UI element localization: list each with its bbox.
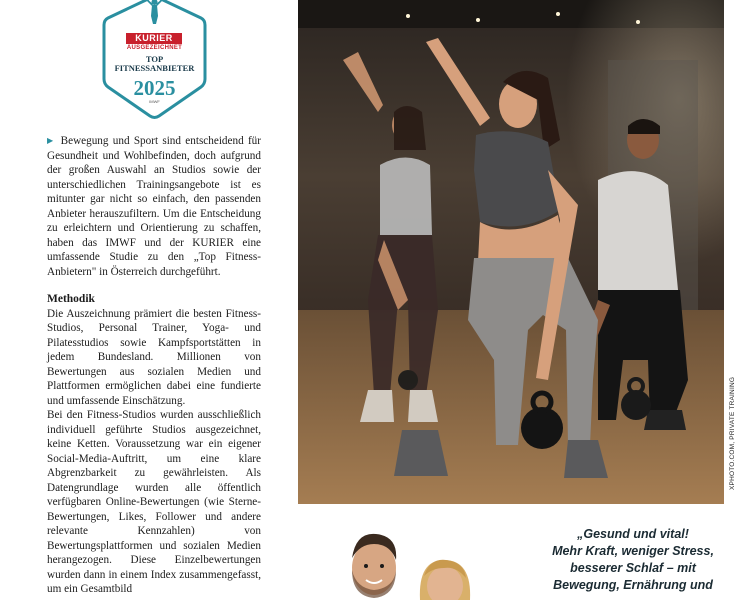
- portrait-man: [352, 534, 396, 598]
- badge-small-text: IMWF: [149, 99, 160, 104]
- portrait-photos: [338, 530, 488, 600]
- badge-line2: FITNESSANBIETER: [114, 63, 195, 73]
- badge-line1: TOP: [145, 54, 164, 64]
- quote-line: Mehr Kraft, weniger Stress,: [552, 544, 714, 558]
- fitness-photo: [298, 0, 724, 504]
- badge-year: 2025: [133, 76, 176, 100]
- article-paragraph: Bei den Fitness-Studios wurden ausschließlich individuell geführte Studios ausgezeichnet, keine Ketten. Voraussetzung war ein eigener Social-Media-Auftritt, um eine klare Abgrenzbarkeit zu gewährleisten. Als Datengrundlage wurden alle öffentlich verfügbaren Online-Bewertungen (wie Sterne-Bewertungen, Likes, Follower und andere relevante Kennzahlen) von Bewertungsplattformen und sozialen Medien herangezogen. Diese Einzelbewertungen wurden dann in einem Index zusammengefasst, um ein Gesamtbild: [47, 409, 261, 595]
- article-lead: ▶ Bewegung und Sport sind entscheidend für Gesundheit und Wohlbefinden, doch aufgrund der großen Auswahl an Studios sowie der unterschiedlichen Trainingsangebote ist es mitunter gar nicht so einfach, den passenden Anbieter herauszufiltern. Um die Entscheidung zu erleichtern und Orientierung zu schaffen, haben das IMWF und der KURIER eine umfassende Studie zu den „Top Fitness-Anbietern" in Österreich durchgeführt.: [47, 134, 261, 279]
- badge-subtitle: AUSGEZEICHNET: [126, 45, 183, 51]
- quote-line: besserer Schlaf – mit: [570, 561, 696, 575]
- quote-line: „Gesund und vital!: [577, 527, 689, 541]
- article-paragraph: Die Auszeichnung prämiert die besten Fitness-Studios, Personal Trainer, Yoga- und Pilatesstudios sowie Kampfsportstätten in jedem Bundesland. Millionen von Bewertungen aus sozialen Medien und Plattformen ermöglichen dabei eine fundierte und umfassende Einschätzung.: [47, 307, 261, 407]
- portrait-woman: [420, 560, 470, 600]
- article-column: [47, 134, 261, 597]
- quote-line: Bewegung, Ernährung und: [553, 578, 713, 592]
- section-heading: Methodik: [47, 293, 95, 305]
- photo-credit: XPHOTO.COM, PRIVATE TRAINING: [729, 376, 736, 490]
- badge-brand: KURIER: [126, 33, 182, 44]
- pull-quote: [528, 526, 738, 594]
